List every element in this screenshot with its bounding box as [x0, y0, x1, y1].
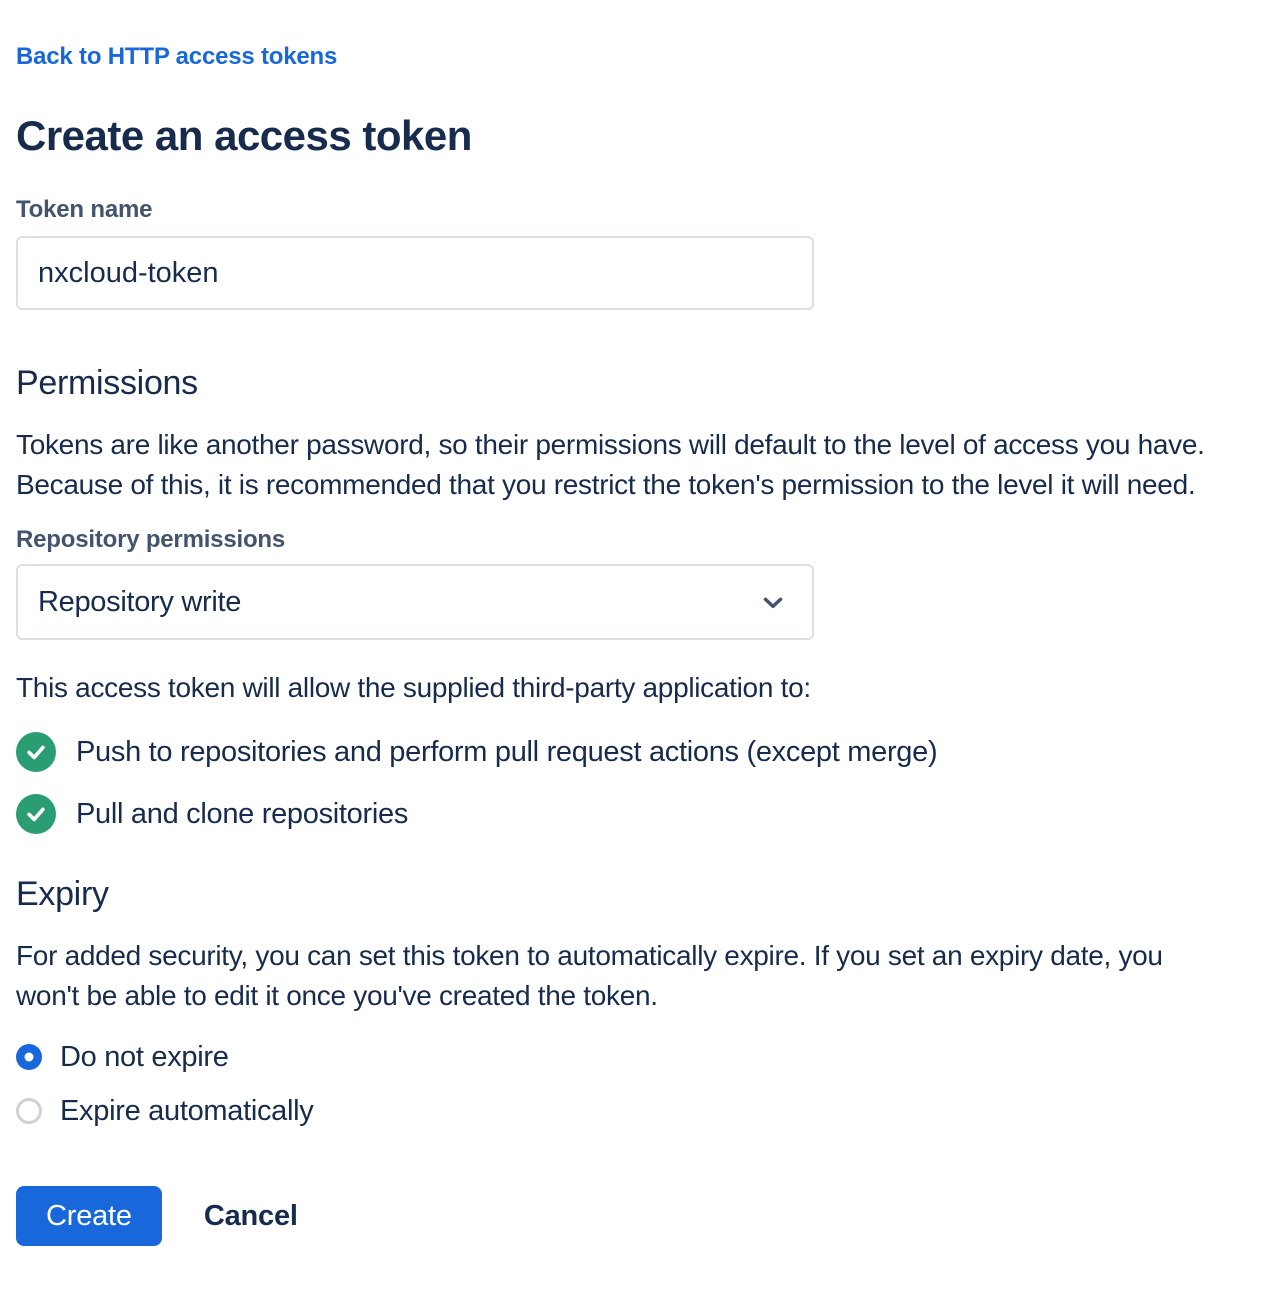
check-icon [16, 732, 56, 772]
cancel-button[interactable]: Cancel [203, 1199, 298, 1232]
allowed-action-item [16, 794, 1258, 834]
allow-intro-text: This access token will allow the supplied third-party application to: [16, 672, 811, 703]
allowed-actions-list [16, 732, 1258, 834]
radio-expire-automatically-label: Expire automatically [60, 1095, 314, 1127]
allowed-action-label: Push to repositories and perform pull request actions (except merge) [76, 736, 938, 768]
allowed-action-label: Pull and clone repositories [76, 798, 409, 830]
chevron-down-icon [760, 589, 786, 615]
radio-unselected-icon[interactable] [16, 1098, 42, 1124]
permissions-heading: Permissions [16, 364, 198, 402]
check-icon [16, 794, 56, 834]
form-actions [16, 1186, 1258, 1246]
token-name-label: Token name [16, 196, 153, 223]
page-title: Create an access token [16, 112, 472, 159]
repository-permissions-selected-value: Repository write [38, 585, 242, 618]
radio-do-not-expire[interactable] [16, 1040, 1258, 1074]
repository-permissions-select[interactable] [16, 564, 814, 640]
expiry-heading: Expiry [16, 875, 109, 913]
create-button[interactable]: Create [16, 1186, 162, 1246]
repository-permissions-label: Repository permissions [16, 526, 286, 553]
allowed-action-item [16, 732, 1258, 772]
radio-expire-automatically[interactable] [16, 1094, 1258, 1128]
token-name-input[interactable] [16, 236, 814, 310]
permissions-description: Tokens are like another password, so their permissions will default to the level of access you have. Because of this, it is recommended that you restrict the token's permission to the level it will need. [16, 429, 1205, 500]
expiry-description: For added security, you can set this token to automatically expire. If you set an expiry date, you won't be able to edit it once you've created the token. [16, 940, 1163, 1011]
radio-selected-icon[interactable] [16, 1044, 42, 1070]
back-to-http-access-tokens-link[interactable]: Back to HTTP access tokens [16, 43, 338, 70]
radio-do-not-expire-label: Do not expire [60, 1041, 229, 1073]
expiry-radio-group [16, 1040, 1258, 1128]
